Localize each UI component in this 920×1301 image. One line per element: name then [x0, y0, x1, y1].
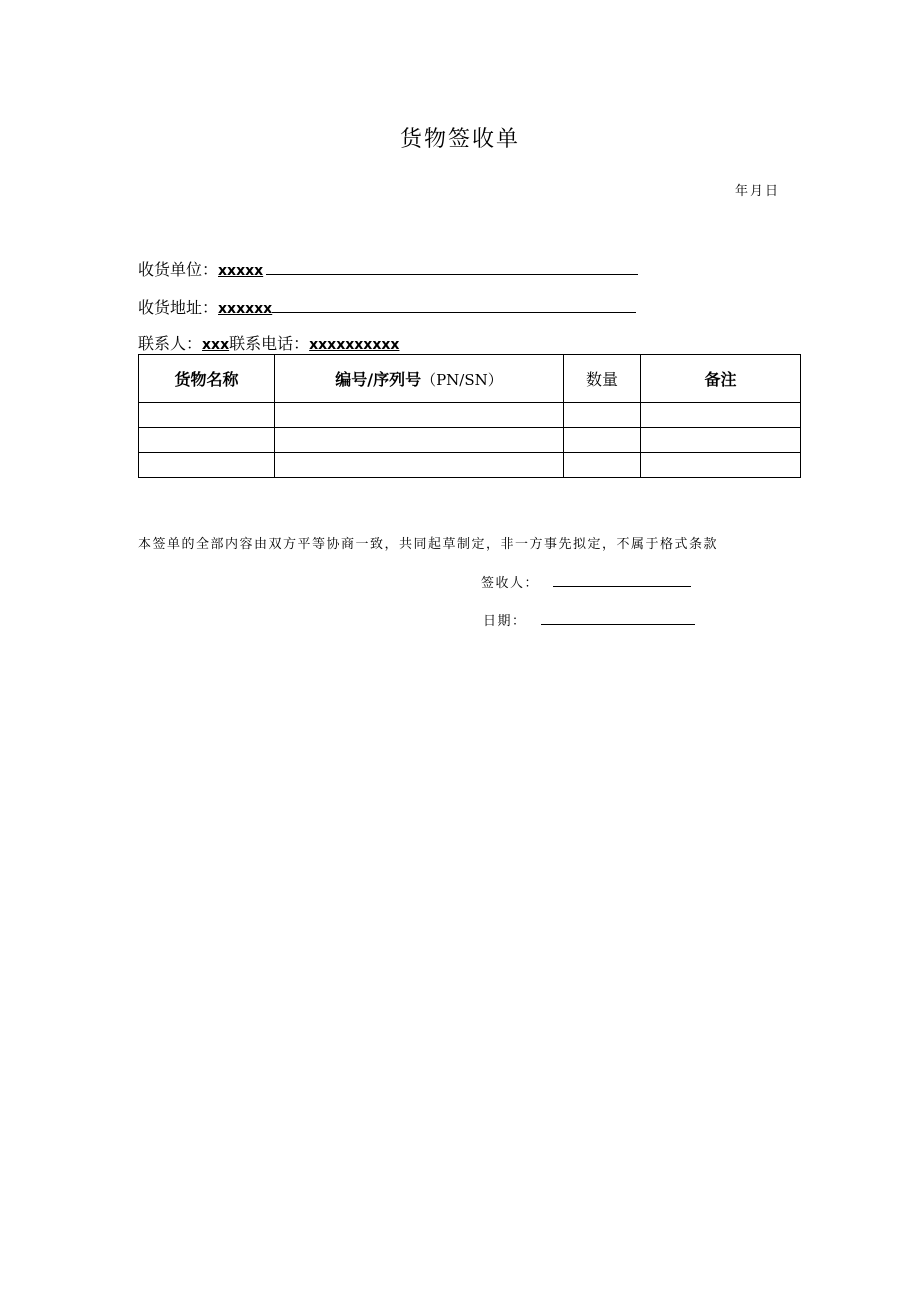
goods-table [138, 354, 801, 478]
date-signature-row [483, 610, 695, 629]
contact-phone-label: 联系电话： [229, 334, 310, 353]
receiving-unit-value: xxxxx [218, 263, 264, 279]
receiving-unit-label: 收货单位： [138, 260, 219, 279]
table-cell[interactable] [564, 428, 641, 453]
table-cell[interactable] [275, 403, 564, 428]
sign-date-label: 日期： [483, 614, 527, 629]
header-goods-name: 货物名称 [139, 355, 275, 403]
date-signature-line[interactable] [541, 610, 695, 625]
table-cell[interactable] [641, 403, 801, 428]
receiving-address-value: xxxxxx [218, 301, 273, 317]
receiver-signature-line[interactable] [553, 572, 691, 587]
contact-phone-value: xxxxxxxxxx [309, 337, 400, 353]
table-cell[interactable] [139, 428, 275, 453]
date-line: 年月日 [734, 184, 780, 199]
header-serial-label: 编号/序列号 [335, 370, 422, 389]
table-cell[interactable] [564, 403, 641, 428]
contact-row [138, 334, 399, 355]
table-cell[interactable] [275, 428, 564, 453]
header-serial [275, 355, 564, 403]
table-cell[interactable] [139, 453, 275, 478]
receiving-address-label: 收货地址： [138, 298, 219, 317]
table-cell[interactable] [641, 453, 801, 478]
table-row [139, 403, 801, 428]
receiving-address-fill-line [272, 296, 636, 313]
table-cell[interactable] [139, 403, 275, 428]
table-cell[interactable] [275, 453, 564, 478]
table-row [139, 428, 801, 453]
contact-person-value: xxx [202, 337, 230, 353]
contact-person-label: 联系人： [138, 334, 203, 353]
receiving-address-row [138, 296, 636, 319]
header-quantity: 数量 [564, 355, 641, 403]
goods-table-header-row [139, 355, 801, 403]
table-row [139, 453, 801, 478]
header-remarks: 备注 [641, 355, 801, 403]
receiver-signature-row [481, 572, 691, 591]
table-cell[interactable] [641, 428, 801, 453]
header-serial-suffix: （PN/SN） [421, 371, 503, 389]
document-title: 货物签收单 [399, 127, 520, 152]
table-cell[interactable] [564, 453, 641, 478]
notice-text: 本签单的全部内容由双方平等协商一致，共同起草制定，非一方事先拟定，不属于格式条款 [138, 537, 719, 552]
receiving-unit-fill-line [266, 258, 638, 275]
receiver-label: 签收人： [481, 576, 540, 591]
receiving-unit-row [138, 258, 638, 281]
